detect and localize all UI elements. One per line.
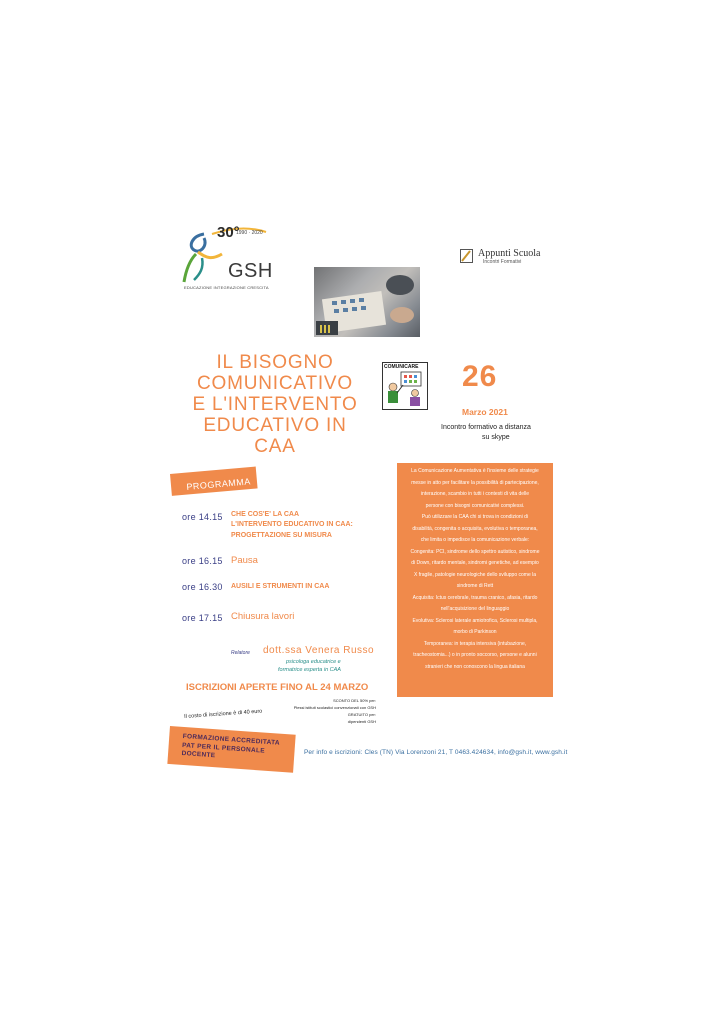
panel-line: che limita o impedisce la comunicazione verbale: bbox=[420, 537, 530, 543]
anniversary-number: 30° bbox=[217, 224, 240, 241]
event-month: Marzo 2021 bbox=[462, 407, 508, 417]
partner-title: Appunti Scuola bbox=[478, 248, 541, 259]
speaker-role: psicologa educatrice e bbox=[286, 659, 341, 665]
panel-line: interazione, scambio in tutti i contesti di vita delle bbox=[420, 491, 530, 497]
panel-line: morbo di Parkinson bbox=[453, 629, 497, 635]
schedule-time: ore 16.15 bbox=[182, 556, 223, 566]
panel-line: Temporanea: in terapia intensiva (intubazione, bbox=[423, 640, 527, 647]
logo-tagline: EDUCAZIONE INTEGRAZIONE CRESCITA bbox=[184, 285, 269, 290]
title-line: EDUCATIVO IN bbox=[203, 415, 347, 436]
schedule-item: Pausa bbox=[231, 555, 258, 566]
title-line: CAA bbox=[254, 436, 296, 457]
panel-line: Evolutiva: Sclerosi laterale amiotrofica, Sclerosi multipla, bbox=[412, 617, 538, 624]
schedule-time: ore 14.15 bbox=[182, 512, 223, 522]
anniversary-years: 1990 · 2020 bbox=[236, 230, 263, 236]
panel-line: Può utilizzare la CAA chi si trova in condizioni di bbox=[421, 514, 529, 520]
event-title bbox=[190, 352, 360, 457]
course-cost: Il costo di iscrizione è di 40 euro bbox=[184, 708, 263, 720]
schedule-item: Chiusura lavori bbox=[231, 611, 295, 622]
discount-line: Plessi istituti scolastici convenzionati con GSH bbox=[293, 705, 376, 710]
panel-line: di Down, ritardo mentale, sindromi genetiche, ad esempio bbox=[411, 560, 539, 566]
schedule-item: AUSILI E STRUMENTI IN CAA bbox=[231, 583, 330, 590]
panel-line: nell'acquisizione del linguaggio bbox=[440, 606, 510, 612]
accreditation-text: FORMAZIONE ACCREDITATA PAT PER IL PERSONALE DOCENTE bbox=[181, 733, 280, 760]
programma-label: PROGRAMMA bbox=[186, 476, 252, 492]
event-day: 26 bbox=[462, 360, 498, 393]
caa-description-text bbox=[399, 466, 551, 673]
panel-line: Acquisita: Ictus cerebrale, trauma cranico, afasia, ritardo bbox=[412, 594, 538, 601]
speaker-role: formatrice esperta in CAA bbox=[278, 667, 341, 673]
speaker-label: Relatore bbox=[231, 650, 250, 656]
panel-line: sindrome di Rett bbox=[456, 583, 494, 589]
schedule-item: PROGETTAZIONE SU MISURA bbox=[231, 532, 332, 539]
panel-line: X fragile, patologie neurologiche dello sviluppo come la bbox=[413, 571, 537, 578]
panel-line: La Comunicazione Aumentativa è l'insieme delle strategie bbox=[411, 468, 539, 474]
discount-line: SCONTO DEL 50% per: bbox=[333, 698, 376, 703]
partner-subtitle: Incontri Formativi bbox=[483, 259, 522, 265]
schedule-item: CHE COS'E' LA CAA bbox=[231, 511, 300, 518]
panel-line: stranieri che non conoscono la lingua italiana bbox=[425, 663, 525, 670]
discount-line: GRATUITO per: bbox=[347, 712, 376, 717]
panel-line: Congenita: PCI, sindrome dello spettro autistico, sindrome bbox=[410, 548, 540, 555]
title-line: IL BISOGNO bbox=[216, 352, 334, 373]
schedule-time: ore 17.15 bbox=[182, 613, 223, 623]
contact-info: Per info e iscrizioni: Cles (TN) Via Lorenzoni 21, T 0463.424634, info@gsh.it, www.gsh.it bbox=[304, 749, 568, 756]
title-line: COMUNICATIVO bbox=[197, 373, 353, 394]
panel-line: messe in atto per facilitare la possibilità di partecipazione, bbox=[411, 479, 539, 486]
speaker-name: dott.ssa Venera Russo bbox=[263, 645, 375, 656]
appunti-logo-icon bbox=[460, 249, 473, 263]
panel-line: tracheostomia...) o in pronto soccorso, persone e alunni bbox=[413, 652, 537, 658]
registration-deadline: ISCRIZIONI APERTE FINO AL 24 MARZO bbox=[186, 682, 369, 693]
event-platform: su skype bbox=[482, 434, 510, 441]
schedule-time: ore 16.30 bbox=[182, 582, 223, 592]
pictogram-label: COMUNICARE bbox=[384, 364, 419, 370]
schedule-item: L'INTERVENTO EDUCATIVO IN CAA: bbox=[231, 521, 353, 528]
panel-line: disabilità, congenita o acquisita, evolutiva o temporanea, bbox=[412, 525, 538, 532]
title-line: E L'INTERVENTO bbox=[192, 394, 358, 415]
logo-name: GSH bbox=[228, 260, 273, 282]
discount-line: dipendenti GSH bbox=[347, 719, 376, 724]
panel-line: persone con bisogni comunicativi complessi. bbox=[425, 502, 525, 509]
event-format: Incontro formativo a distanza bbox=[441, 424, 531, 431]
workshop-photo bbox=[314, 267, 420, 337]
